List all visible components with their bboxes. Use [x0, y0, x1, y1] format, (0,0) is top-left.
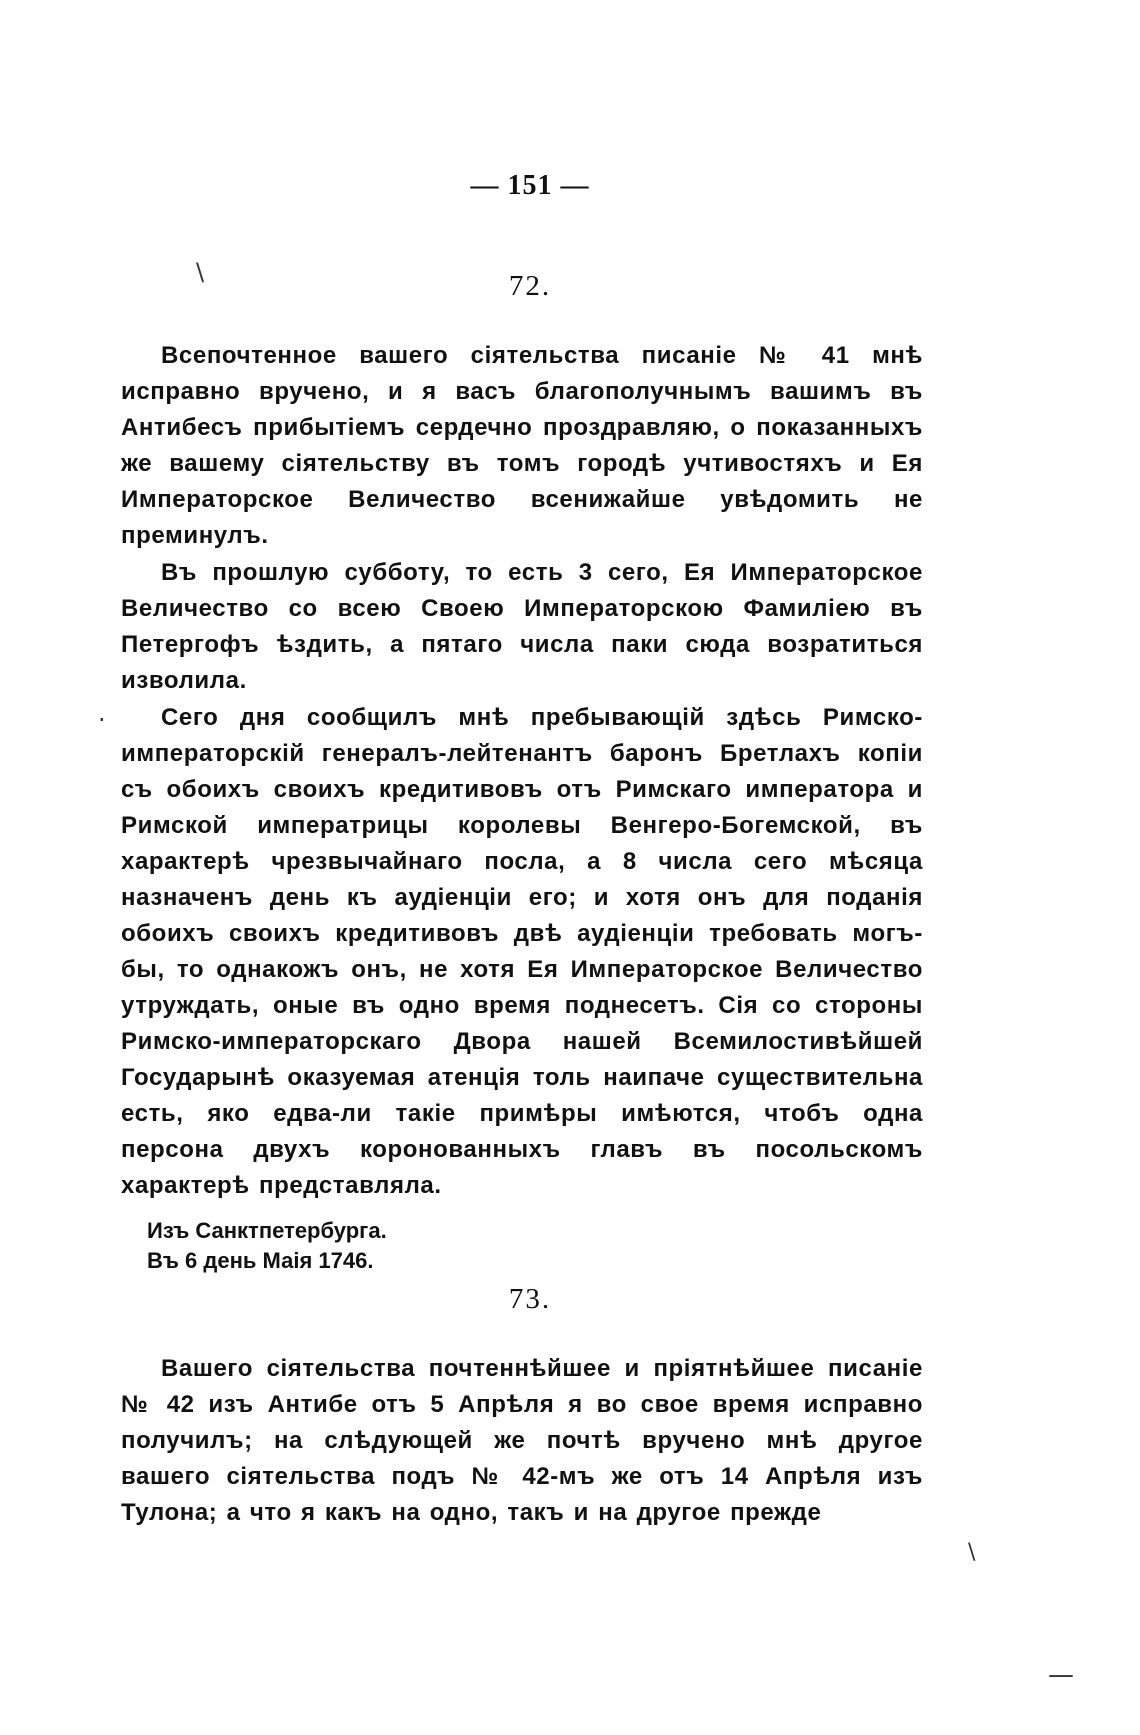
stray-mark: \: [196, 258, 205, 286]
page-number-header: — 151 —: [470, 170, 590, 201]
letter-number: 73.: [508, 1283, 552, 1315]
letter-paragraph: Всепочтенное вашего сiятельства писанiе № 41 мнѣ исправно вручено, и я васъ благополучнымъ вашимъ въ Антибесъ прибытiемъ сердечно проздравляю, о показанныхъ же вашему сiятельству въ томъ городѣ учтивостяхъ и Ея Императорское Величество всенижайше увѣдомить не преминулъ.: [121, 342, 923, 549]
stray-mark: —: [1048, 1660, 1074, 1690]
letter-number: 72.: [508, 270, 552, 302]
letter-paragraph: Вашего сiятельства почтеннѣйшее и прiятнѣйшее писанiе № 42 изъ Антибе отъ 5 Апрѣля я во свое время исправно получилъ; на слѣдующей же почтѣ вручено мнѣ другое вашего сiятельства подъ № 42-мъ же отъ 14 Апрѣля изъ Тулона; а что я какъ на одно, такъ и на другое прежде: [121, 1355, 923, 1526]
signature-date: Въ 6 день Маiя 1746.: [147, 1248, 374, 1273]
stray-mark: ·: [98, 706, 106, 734]
stray-mark: \: [968, 1540, 976, 1565]
signature-place: Изъ Санктпетербурга.: [147, 1218, 387, 1243]
letter-paragraph: Сего дня сообщилъ мнѣ пребывающiй здѣсь Римско-императорскiй генералъ-лейтенантъ баронъ Бретлахъ копiи съ обоихъ своихъ кредитивовъ отъ Римскаго императора и Римской императрицы королевы Венгеро-Богемской, въ характерѣ чрезвычайнаго посла, а 8 числа сего мѣсяца назначенъ день къ аудiенцiи его; и хотя онъ для поданiя обоихъ своихъ кредитивовъ двѣ аудiенцiи требовать могъ-бы, то однакожъ онъ, не хотя Ея Императорское Величество утруждать, оные въ одно время поднесетъ. Сiя со стороны Римско-императорскаго Двора нашей Всемилостивѣйшей Государынѣ оказуемая атенцiя толь наипаче существительна есть, яко едва-ли такiе примѣры имѣются, чтобъ одна персона двухъ коронованныхъ главъ въ посольскомъ характерѣ представляла.: [121, 704, 923, 1199]
letter-signature: [147, 1216, 387, 1276]
letter-paragraph: Въ прошлую субботу, то есть 3 сего, Ея Императорское Величество со всею Своею Императорскою Фамилiею въ Петергофъ ѣздить, а пятаго числа паки сюда возратиться изволила.: [121, 559, 923, 694]
